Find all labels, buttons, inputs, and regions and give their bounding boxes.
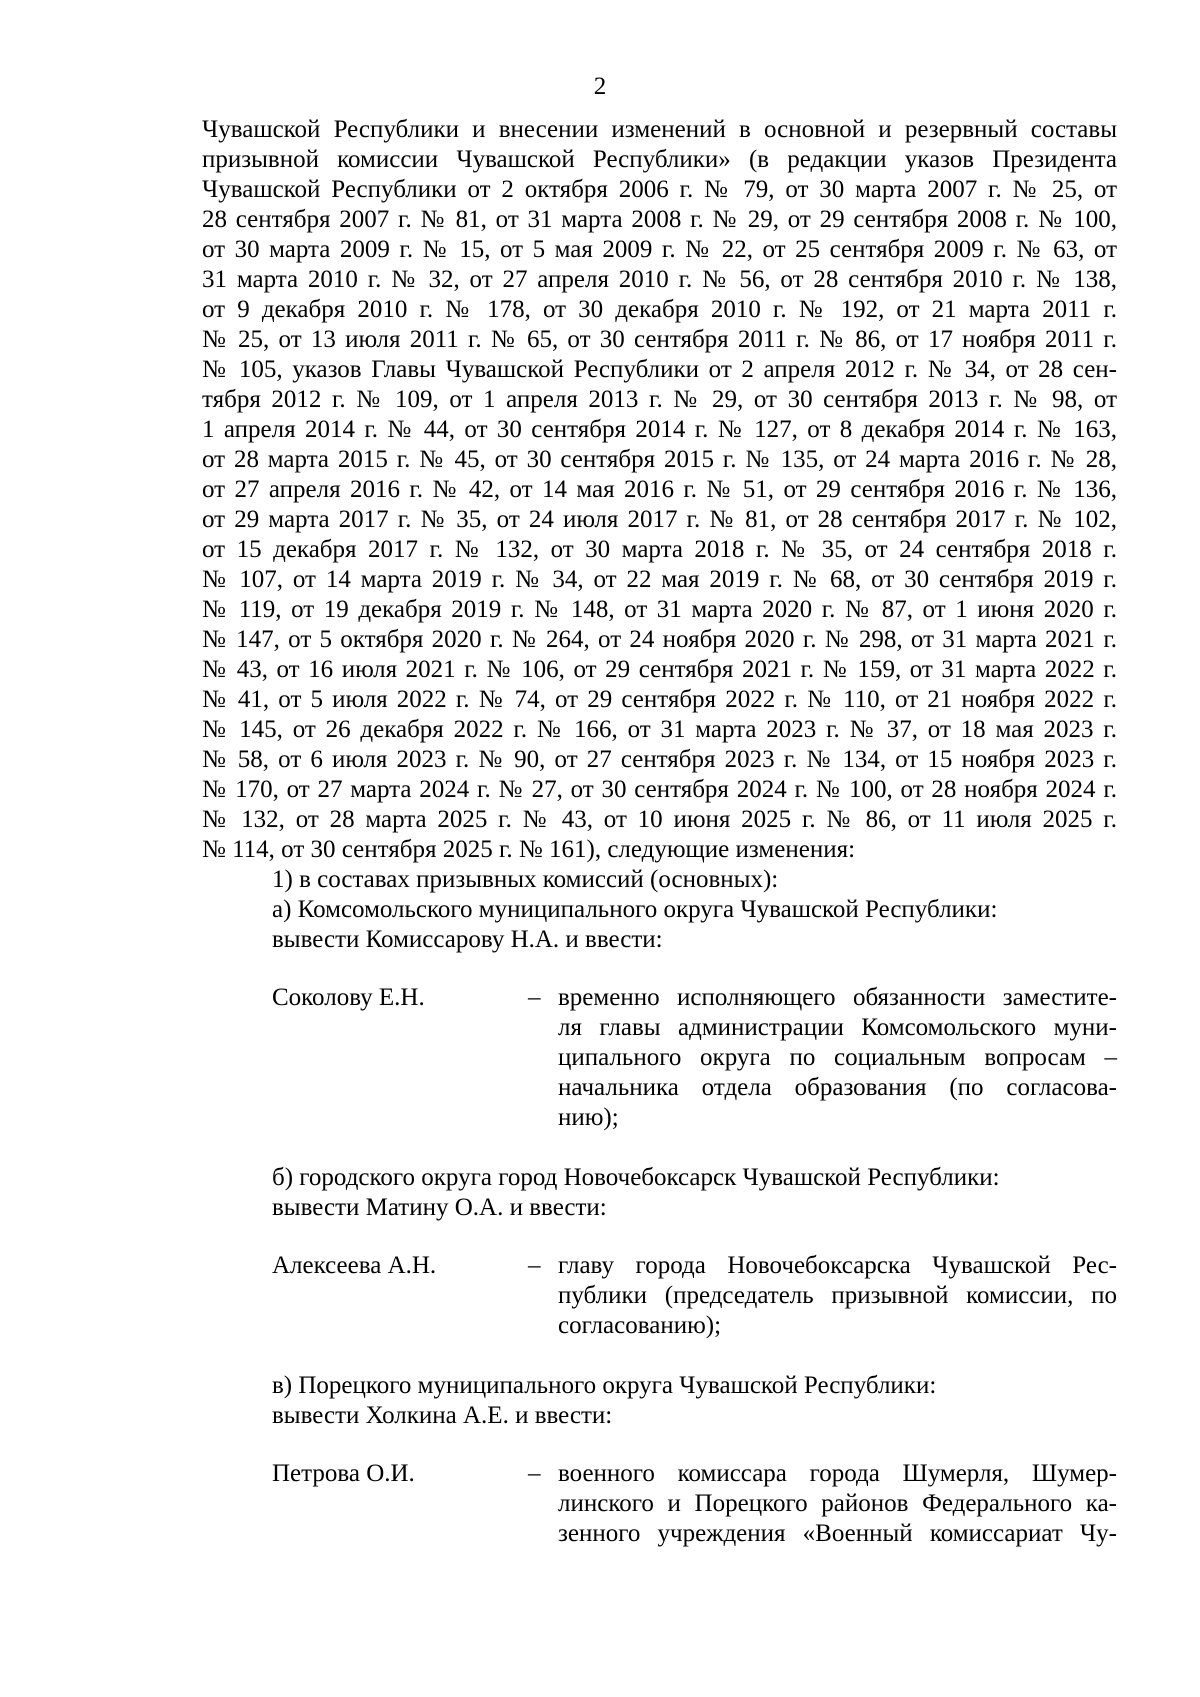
text-line: № 145, от 26 декабря 2022 г. № 166, от 31 марта 2023 г. № 37, от 18 мая 2023 г. [202,716,1117,743]
text-line: 31 марта 2010 г. № 32, от 27 апреля 2010 г. № 56, от 28 сентября 2010 г. № 138, [202,266,1117,293]
text-line: № 170, от 27 марта 2024 г. № 27, от 30 сентября 2024 г. № 100, от 28 ноября 2024 г. [202,776,1117,803]
text-line: от 15 декабря 2017 г. № 132, от 30 марта 2018 г. № 35, от 24 сентября 2018 г. [202,536,1117,563]
section-action: вывести Холкина А.Е. и ввести: [272,1402,613,1429]
text-line: № 58, от 6 июля 2023 г. № 90, от 27 сентября 2023 г. № 134, от 15 ноября 2023 г. [202,746,1117,773]
item-1: 1) в составах призывных комиссий (основных): [272,866,779,893]
position-line: военного комиссара города Шумерля, Шумер- [558,1460,1117,1487]
text-line: № 25, от 13 июля 2011 г. № 65, от 30 сентября 2011 г. № 86, от 17 ноября 2011 г. [202,326,1117,353]
member-entry [272,983,1117,1133]
text-line: призывной комиссии Чувашской Республики» (в редакции указов Президента [202,146,1117,173]
section-heading: а) Комсомольского муниципального округа Чувашской Республики: [272,896,998,923]
text-line: № 41, от 5 июля 2022 г. № 74, от 29 сентября 2022 г. № 110, от 21 ноября 2022 г. [202,686,1117,713]
section-action: вывести Комиссарову Н.А. и ввести: [272,926,663,953]
text-line: № 114, от 30 сентября 2025 г. № 161), следующие изменения: [202,836,856,863]
position-line: линского и Порецкого районов Федерального ка- [558,1490,1117,1517]
text-line: от 29 марта 2017 г. № 35, от 24 июля 2017 г. № 81, от 28 сентября 2017 г. № 102, [202,506,1117,533]
entry-dash: – [528,984,541,1011]
section-heading: б) городского округа город Новочебоксарск Чувашской Республики: [272,1164,1000,1191]
member-entry [272,1251,1117,1341]
member-name: Петрова О.И. [272,1460,415,1487]
position-line: ципального округа по социальным вопросам – [558,1044,1117,1071]
intro-paragraph [202,115,1117,865]
position-line: публики (председатель призывной комиссии, по [558,1282,1117,1309]
section-heading: в) Порецкого муниципального округа Чувашской Республики: [272,1372,937,1399]
position-line: ля главы администрации Комсомольского муни- [558,1014,1117,1041]
text-line: Чувашской Республики от 2 октября 2006 г. № 79, от 30 марта 2007 г. № 25, от [202,176,1117,203]
member-position [558,1459,1117,1549]
section-a [202,895,1117,1163]
text-line: № 105, указов Главы Чувашской Республики от 2 апреля 2012 г. № 34, от 28 сен- [202,356,1117,383]
text-line: от 28 марта 2015 г. № 45, от 30 сентября 2015 г. № 135, от 24 марта 2016 г. № 28, [202,446,1117,473]
text-line: № 107, от 14 марта 2019 г. № 34, от 22 мая 2019 г. № 68, от 30 сентября 2019 г. [202,566,1117,593]
text-line: Чувашской Республики и внесении изменений в основной и резервный составы [202,116,1117,143]
text-line: № 132, от 28 марта 2025 г. № 43, от 10 июня 2025 г. № 86, от 11 июля 2025 г. [202,806,1117,833]
member-name: Соколову Е.Н. [272,984,425,1011]
text-line: от 30 марта 2009 г. № 15, от 5 мая 2009 г. № 22, от 25 сентября 2009 г. № 63, от [202,236,1117,263]
document-body [202,115,1117,1549]
position-line: зенного учреждения «Военный комиссариат Чу- [558,1520,1117,1547]
section-action: вывести Матину О.А. и ввести: [272,1194,607,1221]
member-position [558,983,1117,1133]
text-line: № 43, от 16 июля 2021 г. № 106, от 29 сентября 2021 г. № 159, от 31 марта 2022 г. [202,656,1117,683]
member-name: Алексеева А.Н. [272,1252,437,1279]
text-line: № 147, от 5 октября 2020 г. № 264, от 24 ноября 2020 г. № 298, от 31 марта 2021 г. [202,626,1117,653]
text-line: тября 2012 г. № 109, от 1 апреля 2013 г. № 29, от 30 сентября 2013 г. № 98, от [202,386,1117,413]
member-position [558,1251,1117,1341]
text-line: № 119, от 19 декабря 2019 г. № 148, от 31 марта 2020 г. № 87, от 1 июня 2020 г. [202,596,1117,623]
text-line: от 9 декабря 2010 г. № 178, от 30 декабря 2010 г. № 192, от 21 марта 2011 г. [202,296,1117,323]
position-line: главу города Новочебоксарска Чувашской Рес- [558,1252,1117,1279]
page-number: 2 [593,73,607,100]
section-c [202,1371,1117,1549]
member-entry [272,1459,1117,1549]
text-line: от 27 апреля 2016 г. № 42, от 14 мая 2016 г. № 51, от 29 сентября 2016 г. № 136, [202,476,1117,503]
text-line: 28 сентября 2007 г. № 81, от 31 марта 2008 г. № 29, от 29 сентября 2008 г. № 100, [202,206,1117,233]
text-line: 1 апреля 2014 г. № 44, от 30 сентября 2014 г. № 127, от 8 декабря 2014 г. № 163, [202,416,1117,443]
section-b [202,1163,1117,1371]
position-line: временно исполняющего обязанности заместите- [558,984,1117,1011]
entry-dash: – [528,1460,541,1487]
position-line: нию); [558,1104,619,1131]
position-line: начальника отдела образования (по согласова- [558,1074,1117,1101]
position-line: согласованию); [558,1312,722,1339]
entry-dash: – [528,1252,541,1279]
